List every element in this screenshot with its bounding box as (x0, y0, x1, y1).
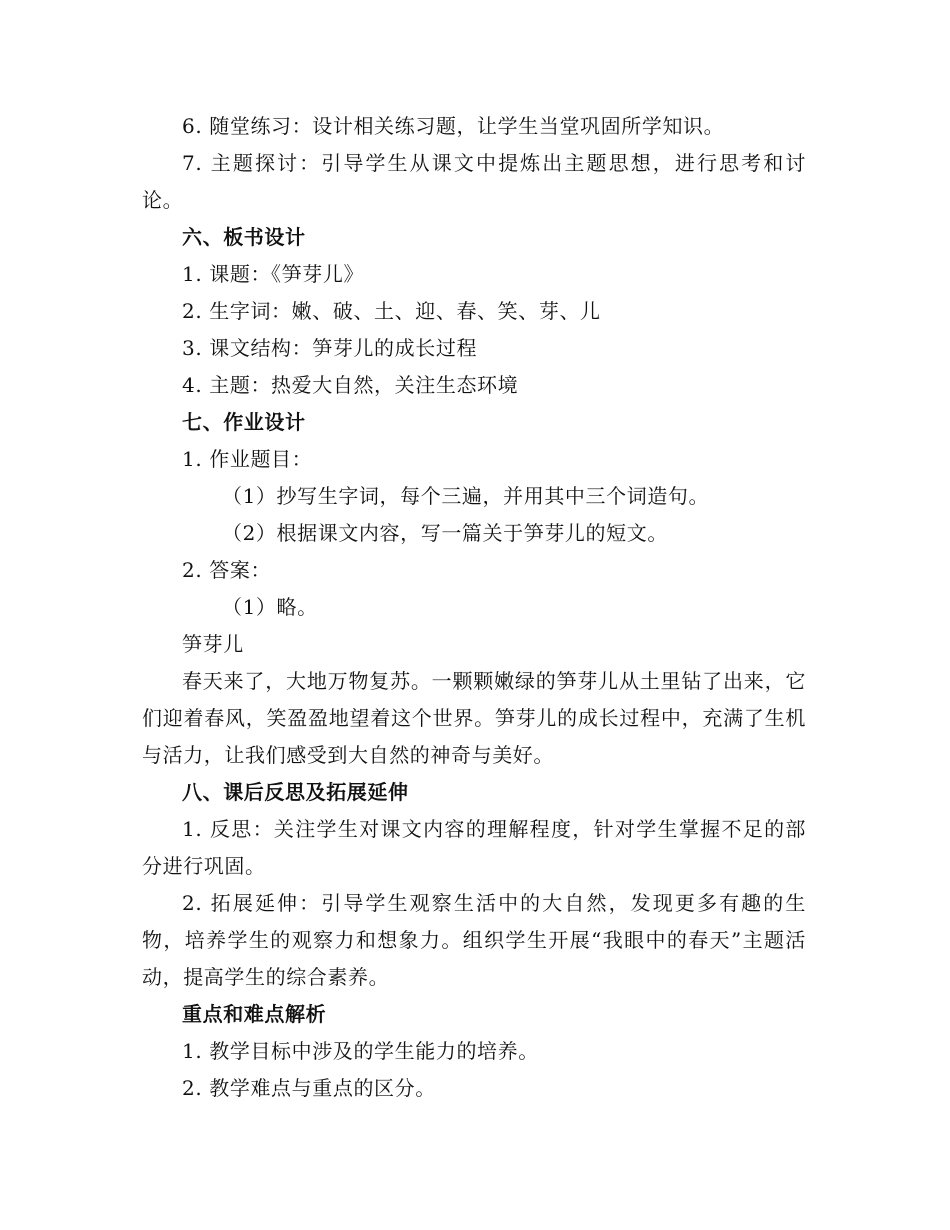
paragraph-board-structure: 3. 课文结构：笋芽儿的成长过程 (182, 336, 478, 360)
heading-key-points: 重点和难点解析 (182, 1002, 327, 1026)
heading-board-design: 六、板书设计 (182, 225, 306, 249)
paragraph-key-point-2: 2. 教学难点与重点的区分。 (182, 1076, 436, 1100)
heading-homework-design: 七、作业设计 (182, 410, 306, 434)
paragraph-practice: 6. 随堂练习：设计相关练习题，让学生当堂巩固所学知识。 (182, 114, 725, 138)
paragraph-board-words: 2. 生字词：嫩、破、土、迎、春、笑、芽、儿 (182, 299, 601, 323)
essay-body: 春天来了，大地万物复苏。一颗颗嫩绿的笋芽儿从土里钻了出来，它们迎着春风，笑盈盈地望着这个世界。笋芽儿的成长过程中，充满了生机与活力，让我们感受到大自然的神奇与美好。 (142, 669, 806, 767)
homework-item-1: （1）抄写生字词，每个三遍，并用其中三个词造句。 (222, 484, 710, 508)
paragraph-theme-discussion: 7. 主题探讨：引导学生从课文中提炼出主题思想，进行思考和讨论。 (142, 151, 806, 212)
essay-title: 笋芽儿 (182, 632, 244, 656)
heading-reflection: 八、课后反思及拓展延伸 (182, 780, 409, 804)
paragraph-homework-questions: 1. 作业题目： (182, 447, 313, 471)
paragraph-board-title: 1. 课题：《笋芽儿》 (182, 262, 365, 286)
homework-item-2: （2）根据课文内容，写一篇关于笋芽儿的短文。 (222, 521, 668, 545)
paragraph-answers: 2. 答案： (182, 558, 272, 582)
document-body (142, 108, 806, 1107)
paragraph-extension: 2. 拓展延伸：引导学生观察生活中的大自然，发现更多有趣的生物，培养学生的观察力和想象力。组织学生开展“我眼中的春天”主题活动，提高学生的综合素养。 (142, 891, 806, 989)
paragraph-board-theme: 4. 主题：热爱大自然，关注生态环境 (182, 373, 519, 397)
paragraph-reflection: 1. 反思：关注学生对课文内容的理解程度，针对学生掌握不足的部分进行巩固。 (142, 817, 806, 878)
answer-item-1: （1）略。 (222, 595, 318, 619)
paragraph-key-point-1: 1. 教学目标中涉及的学生能力的培养。 (182, 1039, 539, 1063)
